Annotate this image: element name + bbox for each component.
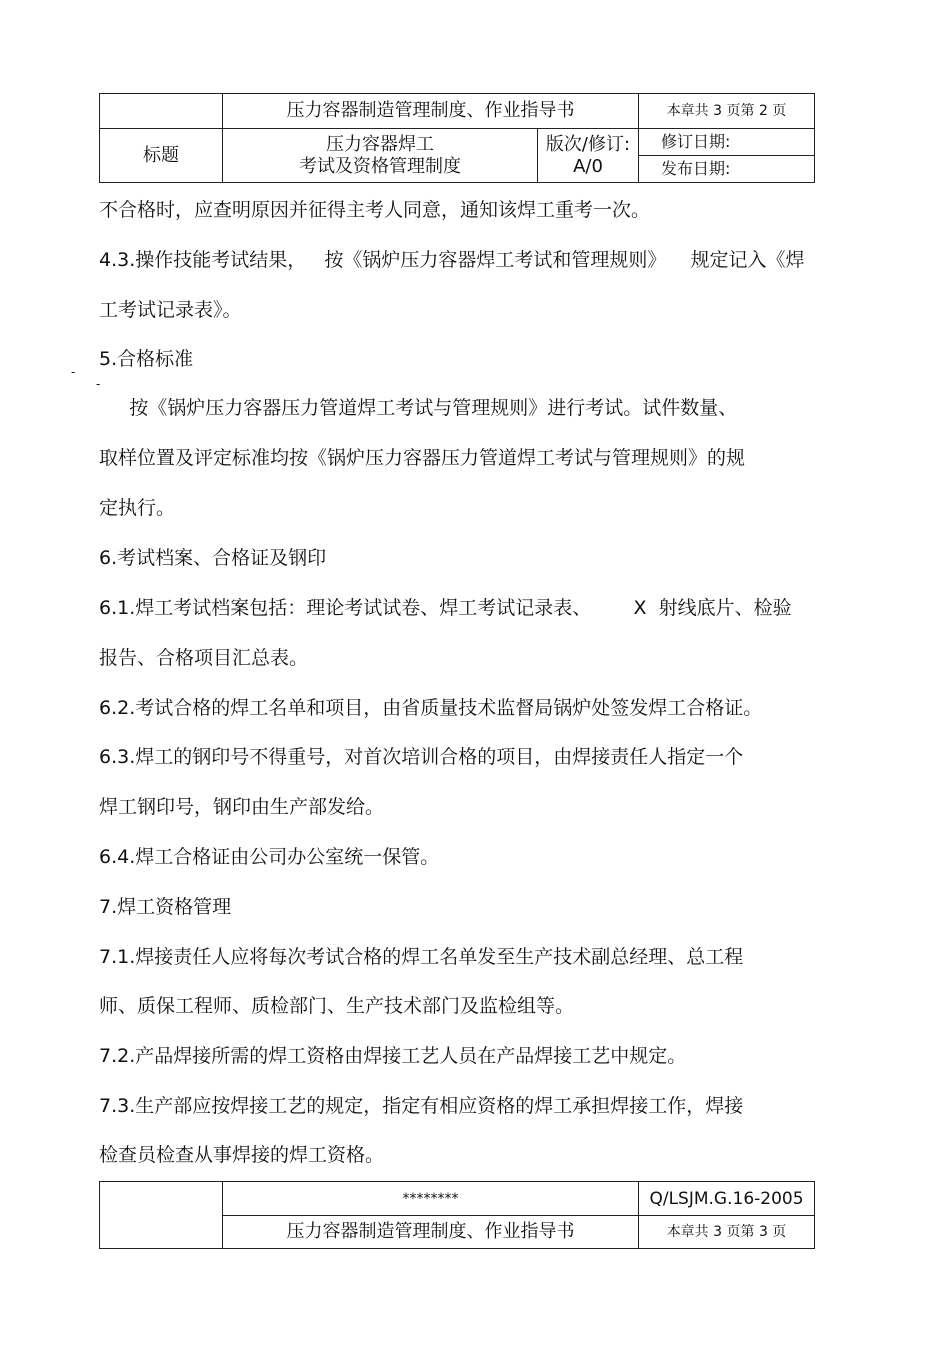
footer-blank-cell [100, 1182, 223, 1249]
footer-doc-code: Q/LSJM.G.16-2005 [639, 1182, 815, 1216]
body-line-13: 焊工钢印号，钢印由生产部发给。 [99, 796, 385, 818]
margin-mark-2: - [96, 377, 101, 391]
header-version [538, 129, 639, 183]
footer-doc-title: 压力容器制造管理制度、作业指导书 [223, 1216, 639, 1249]
header-publish-date: 发布日期: [639, 156, 815, 183]
body-line-19: 7.3.生产部应按焊接工艺的规定，指定有相应资格的焊工承担焊接工作，焊接 [99, 1095, 744, 1117]
body-line-20: 检查员检查从事焊接的焊工资格。 [99, 1144, 385, 1166]
footer-stars: ******** [223, 1182, 639, 1216]
body-line-7: 定执行。 [99, 497, 176, 519]
body-line-12: 6.3.焊工的钢印号不得重号，对首次培训合格的项目，由焊接责任人指定一个 [99, 746, 744, 768]
header-title-label: 标题 [100, 129, 223, 183]
body-line-17: 师、质保工程师、质检部门、生产技术部门及监检组等。 [99, 995, 575, 1017]
footer-table [99, 1181, 815, 1249]
header-doc-title: 压力容器制造管理制度、作业指导书 [223, 94, 639, 129]
body-line-18: 7.2.产品焊接所需的焊工资格由焊接工艺人员在产品焊接工艺中规定。 [99, 1045, 687, 1067]
body-line-5: 按《锅炉压力容器压力管道焊工考试与管理规则》进行考试。试件数量、 [99, 397, 738, 419]
body-line-14: 6.4.焊工合格证由公司办公室统一保管。 [99, 846, 440, 868]
body-line-10: 报告、合格项目汇总表。 [99, 647, 309, 669]
header-table [99, 93, 815, 183]
body-line-3: 工考试记录表》。 [99, 299, 242, 321]
header-version-label: 版次/修订: [545, 133, 631, 155]
body-line-4: 5.合格标准 [99, 348, 194, 370]
footer-page-info: 本章共 3 页第 3 页 [639, 1216, 815, 1249]
body-line-1: 不合格时，应查明原因并征得主考人同意，通知该焊工重考一次。 [99, 199, 651, 221]
body-line-8: 6.考试档案、合格证及钢印 [99, 547, 327, 569]
header-subject-line2: 考试及资格管理制度 [299, 155, 461, 177]
body-line-6: 取样位置及评定标准均按《锅炉压力容器压力管道焊工考试与管理规则》的规 [99, 447, 746, 469]
margin-mark-1: - [71, 365, 76, 379]
body-line-15: 7.焊工资格管理 [99, 896, 232, 918]
header-version-value: A/0 [573, 155, 603, 177]
body-line-2: 4.3.操作技能考试结果， 按《锅炉压力容器焊工考试和管理规则》 规定记入《焊 [99, 249, 805, 271]
header-blank-cell [100, 94, 223, 129]
body-line-11: 6.2.考试合格的焊工名单和项目，由省质量技术监督局锅炉处签发焊工合格证。 [99, 697, 763, 719]
header-revise-date: 修订日期: [639, 129, 815, 156]
header-subject-line1: 压力容器焊工 [326, 133, 434, 155]
header-page-info: 本章共 3 页第 2 页 [639, 94, 815, 129]
header-subject [223, 129, 538, 183]
body-line-16: 7.1.焊接责任人应将每次考试合格的焊工名单发至生产技术副总经理、总工程 [99, 946, 744, 968]
body-line-9: 6.1.焊工考试档案包括：理论考试试卷、焊工考试记录表、 X 射线底片、检验 [99, 597, 792, 619]
